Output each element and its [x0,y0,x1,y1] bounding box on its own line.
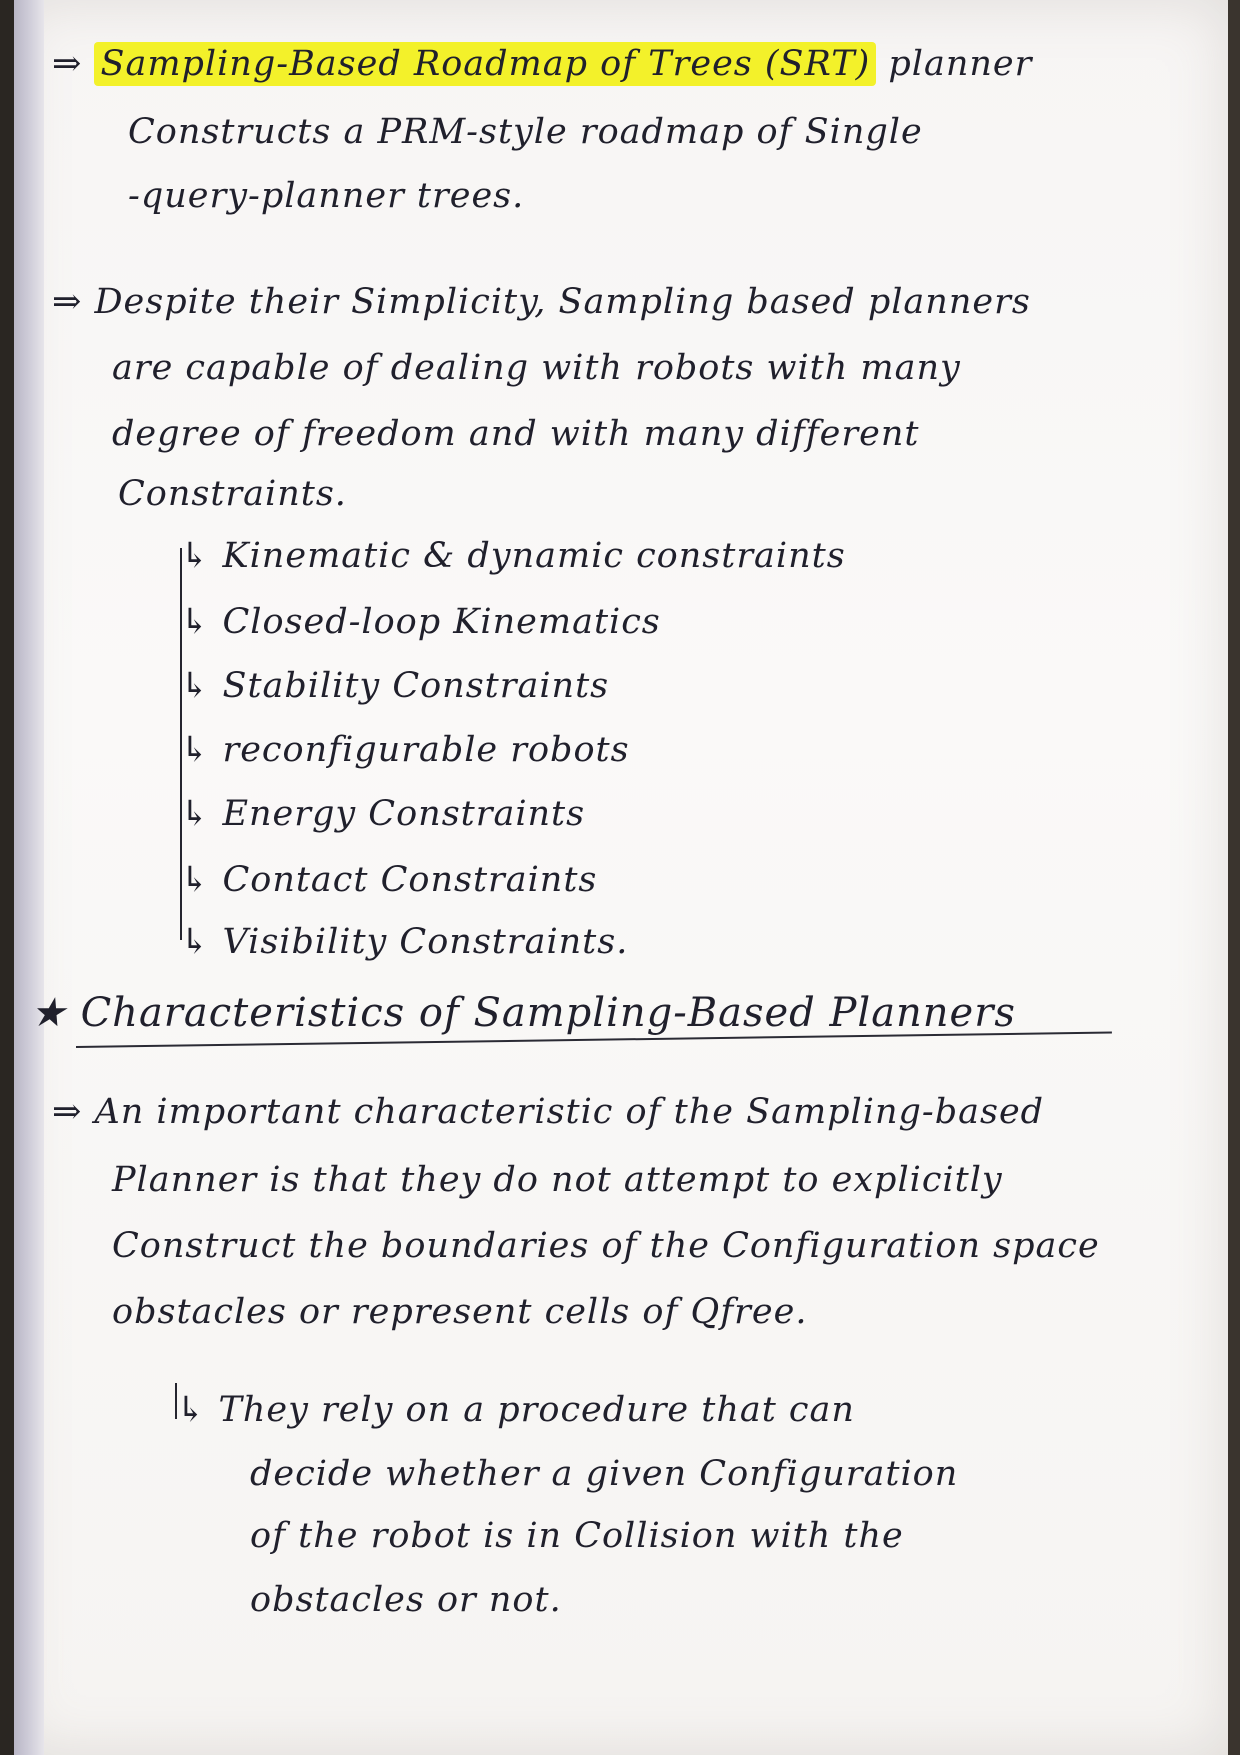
branch-arrow-icon: ↳ [180,666,211,706]
constraint-item [180,602,661,642]
procedure-line-1-text: They rely on a procedure that can [218,1390,855,1430]
branch-arrow-icon: ↳ [180,860,211,900]
constraint-item-text: Energy Constraints [222,794,586,834]
srt-line-1 [52,44,1032,84]
double-arrow-icon: ⇒ [52,282,83,322]
constraint-item-text: Contact Constraints [222,860,598,900]
branch-arrow-icon: ↳ [176,1390,207,1430]
section-heading [30,990,1016,1036]
constraint-item [180,860,597,900]
constraint-item [180,730,630,770]
procedure-line-3: of the robot is in Collision with the [250,1516,904,1556]
star-icon: ★ [30,990,67,1036]
despite-line-1-text: Despite their Simplicity, Sampling based planners [94,282,1031,322]
constraint-item [180,536,846,576]
constraint-item [180,794,585,834]
branch-arrow-icon: ↳ [180,794,211,834]
constraint-item-text: Stability Constraints [222,666,610,706]
double-arrow-icon: ⇒ [52,1092,83,1132]
despite-line-2: are capable of dealing with robots with many [112,348,961,388]
procedure-line-4: obstacles or not. [250,1580,562,1620]
constraint-item [180,922,628,962]
branch-arrow-icon: ↳ [180,536,211,576]
constraint-item [180,666,609,706]
characteristic-line-1-text: An important characteristic of the Sampling-based [94,1092,1045,1132]
srt-line-3: -query-planner trees. [128,176,525,216]
srt-line-2: Constructs a PRM-style roadmap of Single [128,112,923,152]
procedure-line-1 [176,1390,855,1430]
double-arrow-icon: ⇒ [52,44,83,84]
page-edge-shadow [1228,0,1240,1755]
page-margin-strip [14,0,44,1755]
despite-line-1 [52,282,1031,322]
branch-arrow-icon: ↳ [180,730,211,770]
branch-arrow-icon: ↳ [180,922,211,962]
despite-line-4: Constraints. [118,474,347,514]
srt-line-1-rest: planner [876,44,1033,84]
procedure-line-2: decide whether a given Configuration [250,1454,959,1494]
branch-arrow-icon: ↳ [180,602,211,642]
characteristic-line-2: Planner is that they do not attempt to explicitly [112,1160,1003,1200]
characteristic-line-4: obstacles or represent cells of Qfree. [112,1292,808,1332]
constraint-item-text: Closed-loop Kinematics [222,602,661,642]
characteristic-line-3: Construct the boundaries of the Configuration space [112,1226,1100,1266]
constraint-item-text: Visibility Constraints. [222,922,629,962]
constraint-item-text: Kinematic & dynamic constraints [222,536,846,576]
srt-highlighted-title: Sampling-Based Roadmap of Trees (SRT) [94,42,876,86]
constraint-item-text: reconfigurable robots [222,730,630,770]
characteristic-line-1 [52,1092,1044,1132]
despite-line-3: degree of freedom and with many different [112,414,920,454]
section-heading-text: Characteristics of Sampling-Based Planners [80,990,1016,1036]
